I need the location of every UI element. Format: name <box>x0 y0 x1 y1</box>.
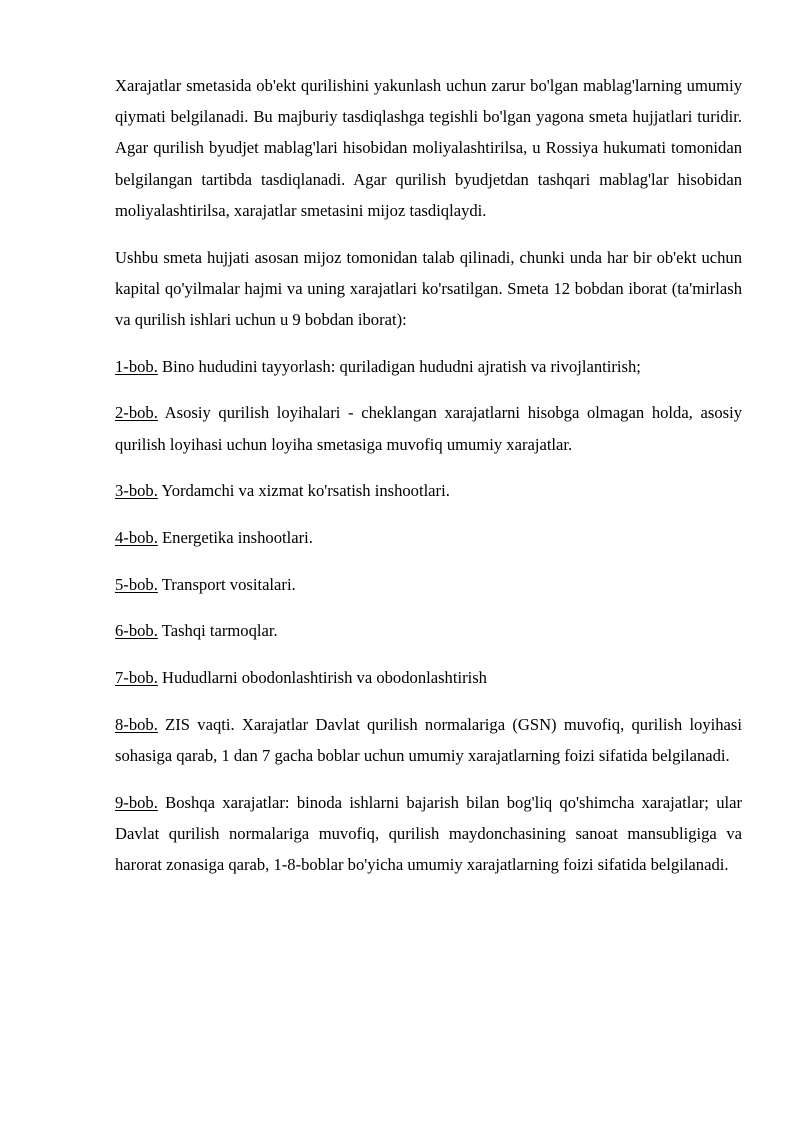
chapter-text: Yordamchi va xizmat ko'rsatish inshootlari. <box>157 481 450 501</box>
chapter-label: 9-bob. <box>115 792 158 812</box>
chapter-item-1 <box>115 351 742 382</box>
chapter-text: Energetika inshootlari. <box>157 527 313 547</box>
chapter-label: 8-bob. <box>115 714 158 734</box>
chapter-item-8 <box>115 709 742 771</box>
chapter-item-6 <box>115 615 742 646</box>
chapter-text: ZIS vaqti. Xarajatlar Davlat qurilish normalariga (GSN) muvofiq, qurilish loyihasi sohasiga qarab, 1 dan 7 gacha boblar uchun umumiy xarajatlarning foizi sifatida belgilanadi. <box>115 714 742 765</box>
chapter-item-2 <box>115 397 742 459</box>
chapter-text: Asosiy qurilish loyihalari - cheklangan xarajatlarni hisobga olmagan holda, asosiy qurilish loyihasi uchun loyiha smetasiga muvofiq umumiy xarajatlar. <box>115 403 742 454</box>
chapter-item-7 <box>115 662 742 693</box>
chapter-text: Bino hududini tayyorlash: quriladigan hududni ajratish va rivojlantirish; <box>157 356 641 376</box>
chapter-label: 7-bob. <box>115 668 158 688</box>
document-page <box>115 70 742 896</box>
paragraph-estimate-structure: Ushbu smeta hujjati asosan mijoz tomonidan talab qilinadi, chunki unda har bir ob'ekt uchun kapital qo'yilmalar hajmi va uning xarajatlari ko'rsatilgan. Smeta 12 bobdan iborat (ta'mirlash va qurilish ishlari uchun u 9 bobdan iborat): <box>115 247 742 329</box>
chapter-text: Hududlarni obodonlashtirish va obodonlashtirish <box>157 668 487 688</box>
chapter-item-9 <box>115 787 742 881</box>
chapter-text: Tashqi tarmoqlar. <box>157 621 278 641</box>
chapter-label: 5-bob. <box>115 574 158 594</box>
chapter-item-3 <box>115 475 742 506</box>
chapter-label: 6-bob. <box>115 621 158 641</box>
chapter-label: 2-bob. <box>115 403 158 423</box>
chapter-text: Boshqa xarajatlar: binoda ishlarni bajarish bilan bog'liq qo'shimcha xarajatlar; ular Davlat qurilish normalariga muvofiq, qurilish maydonchasining sanoat mansubligiga va harorat zonasiga qarab, 1-8-boblar bo'yicha umumiy xarajatlarning foizi sifatida belgilanadi. <box>115 792 742 875</box>
chapter-label: 4-bob. <box>115 527 158 547</box>
chapter-item-4 <box>115 522 742 553</box>
chapter-label: 3-bob. <box>115 481 158 501</box>
chapter-text: Transport vositalari. <box>157 574 296 594</box>
paragraph-cost-estimate-intro: Xarajatlar smetasida ob'ekt qurilishini yakunlash uchun zarur bo'lgan mablag'larning umumiy qiymati belgilanadi. Bu majburiy tasdiqlashga tegishli bo'lgan yagona smeta hujjatlari turidir. Agar qurilish byudjet mablag'lari hisobidan moliyalashtirilsa, u Rossiya hukumati tomonidan belgilangan tartibda tasdiqlanadi. Agar qurilish byudjetdan tashqari mablag'lar hisobidan moliyalashtirilsa, xarajatlar smetasini mijoz tasdiqlaydi. <box>115 76 742 220</box>
chapter-item-5 <box>115 569 742 600</box>
chapter-label: 1-bob. <box>115 356 158 376</box>
